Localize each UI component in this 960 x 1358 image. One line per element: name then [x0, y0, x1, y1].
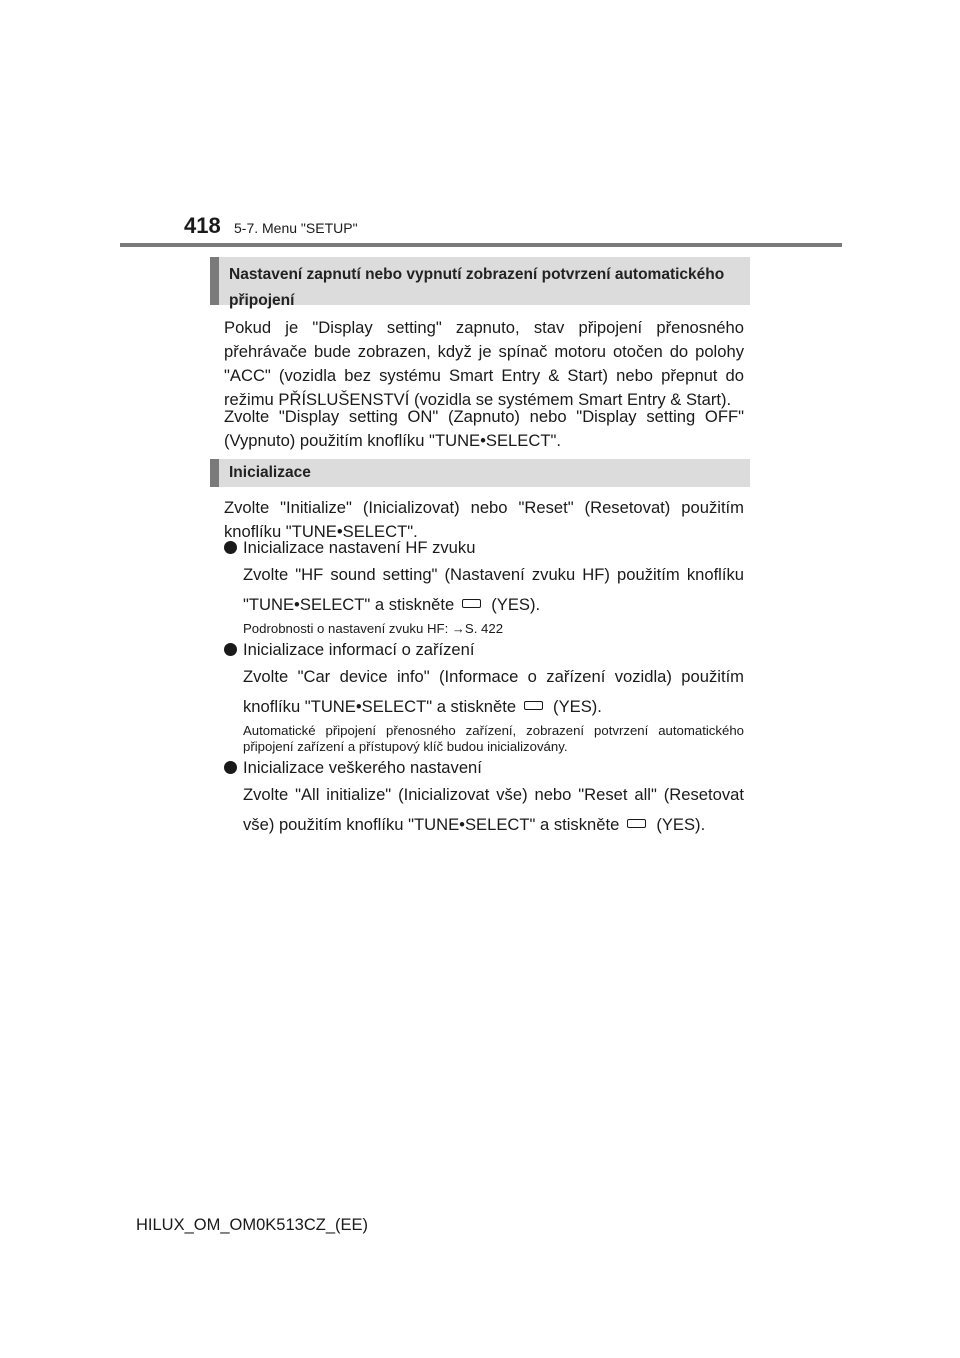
document-code: HILUX_OM_OM0K513CZ_(EE) — [136, 1216, 368, 1234]
instruction-all-settings: Zvolte "All initialize" (Inicializovat vše) nebo "Reset all" (Resetovat vše) použitím knoflíku "TUNE•SELECT" a stiskněte (YES). — [243, 785, 744, 834]
page-number: 418 — [184, 213, 221, 238]
note-device-info: Automatické připojení přenosného zařízení, zobrazení potvrzení automatického připojení zařízení a přístupový klíč budou inicializovány. — [243, 723, 744, 754]
bullet-dot-icon — [224, 541, 237, 554]
bullet-hf-sound — [224, 536, 744, 560]
bullet-device-info — [224, 638, 744, 662]
yes-button-icon — [462, 599, 481, 608]
section-heading-auto-connection: Nastavení zapnutí nebo vypnutí zobrazení potvrzení automatického připojení — [210, 257, 750, 305]
bullet-dot-icon — [224, 643, 237, 656]
paragraph-display-on-off: Zvolte "Display setting ON" (Zapnuto) nebo "Display setting OFF" (Vypnuto) použitím knoflíku "TUNE•SELECT". — [224, 407, 744, 450]
note-hf-sound: Podrobnosti o nastavení zvuku HF: →S. 422 — [243, 621, 504, 636]
bullet-all-settings — [224, 756, 744, 780]
bullet-heading: Inicializace informací o zařízení — [243, 640, 475, 659]
paragraph-initialize-intro: Zvolte "Initialize" (Inicializovat) nebo "Reset" (Resetovat) použitím knoflíku "TUNE•SELECT". — [224, 498, 744, 541]
chapter-title: 5-7. Menu "SETUP" — [234, 220, 358, 236]
page-reference: S. 422 — [464, 621, 504, 636]
bullet-heading: Inicializace nastavení HF zvuku — [243, 538, 476, 557]
header-divider — [120, 243, 842, 247]
section-heading-initialize: Inicializace — [210, 459, 750, 487]
instruction-hf-sound: Zvolte "HF sound setting" (Nastavení zvuku HF) použitím knoflíku "TUNE•SELECT" a stiskněte (YES). — [243, 565, 744, 614]
bullet-heading: Inicializace veškerého nastavení — [243, 758, 482, 777]
paragraph-display-setting: Pokud je "Display setting" zapnuto, stav připojení přenosného přehrávače bude zobrazen, když je spínač motoru otočen do polohy "ACC" (vozidla bez systému Smart Entry & Start) nebo přepnut do režimu PŘÍSLUŠENSTVÍ (vozidla se systémem Smart Entry & Start). — [224, 318, 744, 409]
bullet-dot-icon — [224, 761, 237, 774]
yes-button-icon — [627, 819, 646, 828]
arrow-right-icon: → — [451, 621, 465, 636]
instruction-device-info: Zvolte "Car device info" (Informace o zařízení vozidla) použitím knoflíku "TUNE•SELECT" a stiskněte (YES). — [243, 667, 744, 716]
yes-button-icon — [524, 701, 543, 710]
